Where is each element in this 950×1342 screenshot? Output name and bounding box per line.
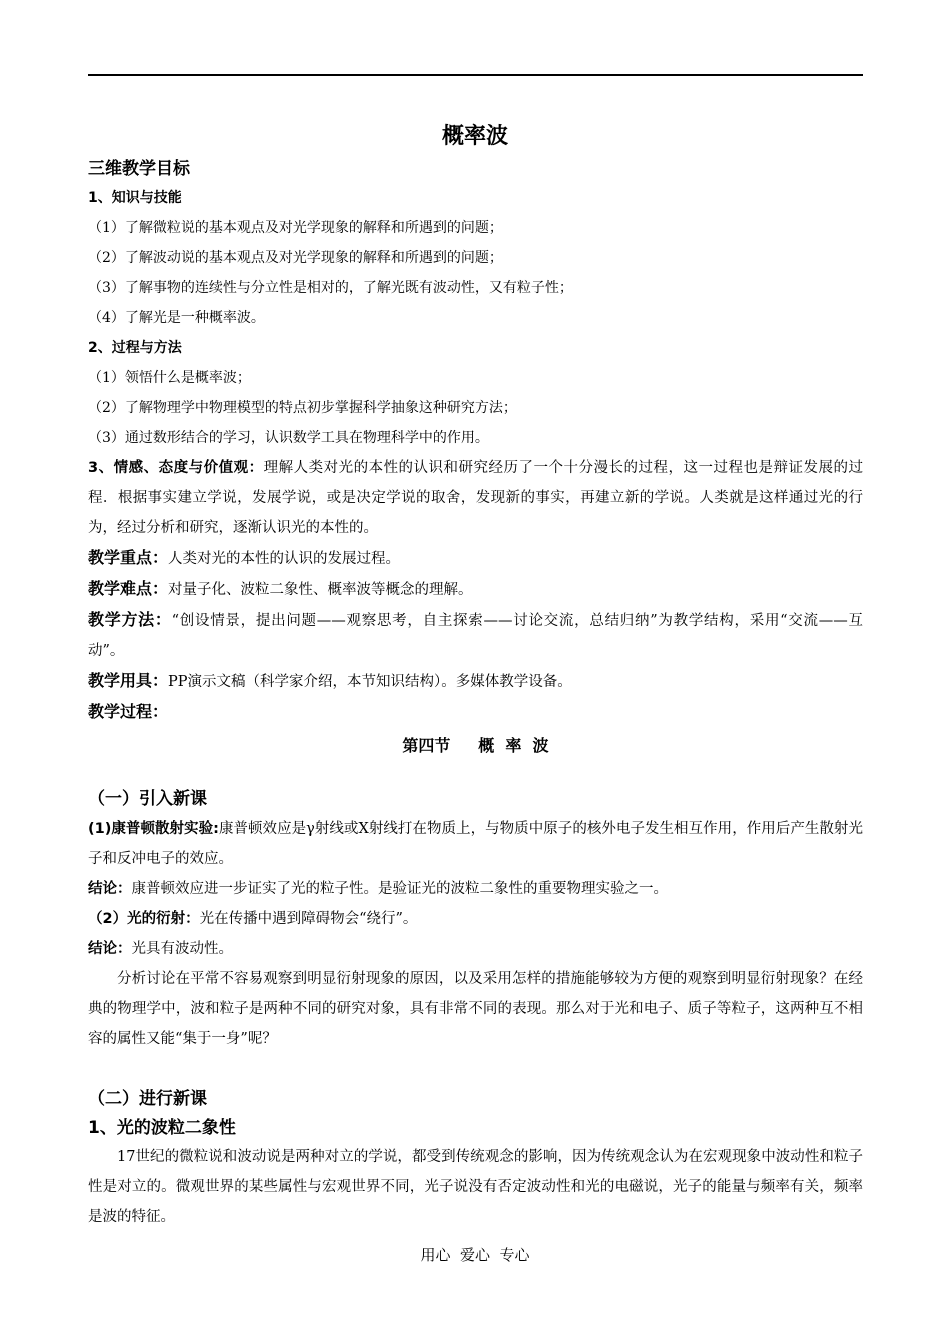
wave-particle-paragraph: 17世纪的微粒说和波动说是两种对立的学说，都受到传统观念的影响，因为传统观念认为在宏观现象中波动性和粒子性是对立的。微观世界的某些属性与宏观世界不同，光子说没有否定波动性和光的电磁说，光子的能量与频率有关，频率是波的特征。 [88, 1149, 863, 1225]
goals-heading: 三维教学目标 [88, 159, 190, 179]
knowledge-item: （1）了解微粒说的基本观点及对光学现象的解释和所遇到的问题； [88, 220, 503, 236]
method-text: “创设情景，提出问题——观察思考，自主探索——讨论交流，总结归纳”为教学结构，采用“交流——互动”。 [88, 613, 863, 659]
key-points-text: 人类对光的本性的认识的发展过程。 [168, 551, 401, 567]
page-footer: 用心 爱心 专心 [420, 1246, 530, 1264]
discussion-paragraph: 分析讨论在平常不容易观察到明显衍射现象的原因，以及采用怎样的措施能够较为方便的观察到明显衍射现象？在经典的物理学中，波和粒子是两种不同的研究对象，具有非常不同的表现。那么对于光和电子、质子等粒子，这两种互不相容的属性又能“集于一身”呢？ [88, 971, 863, 1047]
conclusion-2-text: 光具有波动性。 [131, 941, 233, 957]
difficulties-label: 教学难点： [88, 579, 169, 598]
new-lesson-heading: （二）进行新课 [88, 1089, 207, 1109]
key-points [88, 543, 863, 574]
process-label: 教学过程： [88, 702, 169, 721]
conclusion-1-text: 康普顿效应进一步证实了光的粒子性。是验证光的波粒二象性的重要物理实验之一。 [131, 881, 668, 897]
tools-label: 教学用具： [88, 671, 169, 690]
tools-text: PP演示文稿（科学家介绍，本节知识结构）。多媒体教学设备。 [168, 674, 572, 690]
conclusion-2-label: 结论： [88, 941, 132, 957]
compton-text: 康普顿效应是γ射线或X射线打在物质上，与物质中原子的核外电子发生相互作用，作用后产生散射光子和反冲电子的效应。 [88, 821, 863, 867]
teaching-process [88, 697, 863, 728]
process-item: （3）通过数形结合的学习，认识数学工具在物理科学中的作用。 [88, 430, 489, 446]
method-label: 教学方法： [88, 610, 172, 629]
conclusion-1-label: 结论： [88, 881, 132, 897]
teaching-tools [88, 666, 863, 697]
emotion-text: 理解人类对光的本性的认识和研究经历了一个十分漫长的过程，这一过程也是辩证发展的过程．根据事实建立学说，发展学说，或是决定学说的取舍，发现新的事实，再建立新的学说。人类就是这样通过光的行为，经过分析和研究，逐渐认识光的本性的。 [88, 460, 864, 536]
header-rule [88, 74, 863, 76]
key-points-label: 教学重点： [88, 548, 169, 567]
compton-paragraph [88, 814, 863, 874]
wave-particle-heading: 1、光的波粒二象性 [88, 1118, 236, 1138]
difficulties-text: 对量子化、波粒二象性、概率波等概念的理解。 [168, 582, 473, 598]
process-item: （1）领悟什么是概率波； [88, 370, 251, 386]
knowledge-heading: 1、知识与技能 [88, 190, 182, 206]
intro-heading: （一）引入新课 [88, 789, 207, 809]
teaching-method [88, 605, 863, 666]
knowledge-item: （4）了解光是一种概率波。 [88, 310, 265, 326]
document-body [88, 155, 863, 1232]
page-title: 概率波 [441, 124, 508, 149]
process-item: （2）了解物理学中物理模型的特点初步掌握科学抽象这种研究方法； [88, 400, 517, 416]
conclusion-2 [88, 934, 863, 964]
diffraction-paragraph [88, 904, 863, 934]
knowledge-item: （3）了解事物的连续性与分立性是相对的，了解光既有波动性，又有粒子性； [88, 280, 573, 296]
process-heading: 2、过程与方法 [88, 340, 182, 356]
emotion-goal [88, 453, 863, 543]
diffraction-label: （2）光的衍射： [88, 911, 200, 927]
compton-label: (1)康普顿散射实验: [88, 821, 219, 837]
lesson-heading: 第四节 概 率 波 [402, 736, 549, 755]
conclusion-1 [88, 874, 863, 904]
emotion-label: 3、情感、态度与价值观： [88, 460, 264, 476]
difficulties [88, 574, 863, 605]
knowledge-item: （2）了解波动说的基本观点及对光学现象的解释和所遇到的问题； [88, 250, 503, 266]
diffraction-text: 光在传播中遇到障碍物会“绕行”。 [199, 911, 418, 927]
